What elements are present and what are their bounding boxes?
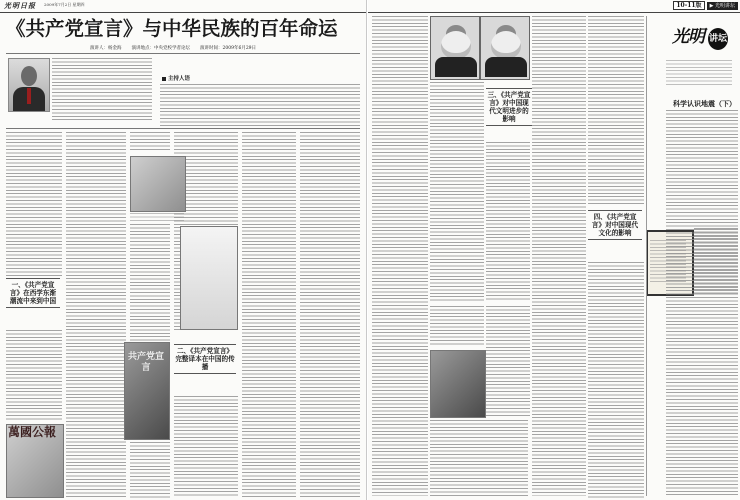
top-bar <box>0 0 366 13</box>
speaker-bio-text <box>52 58 152 122</box>
byline <box>90 45 360 51</box>
body-column <box>6 132 62 276</box>
body-column <box>66 132 126 498</box>
book-cover-title: 共产党宣言 <box>128 352 165 373</box>
right-page <box>368 0 740 500</box>
body-column <box>430 82 484 302</box>
manifesto-edition-photo <box>180 226 238 330</box>
section-subhead: 三、《共产党宣言》对中国现代文明进步的影响 <box>486 88 532 126</box>
historical-figure-photo <box>430 350 486 418</box>
body-column <box>174 396 238 498</box>
body-column <box>130 132 170 152</box>
body-column <box>666 110 738 496</box>
body-column <box>486 142 530 302</box>
host-intro-text <box>160 84 360 126</box>
byline-affiliation: 演讲地点：中央党校学者论坛 <box>131 46 190 51</box>
byline-time: 演讲时间：2009年6月29日 <box>200 46 257 51</box>
old-book-cover-text: 萬國公報 <box>8 425 57 439</box>
body-column <box>242 132 296 498</box>
page-number: 10-11版 <box>673 1 704 10</box>
lecture-logo-text: 光明 <box>672 27 704 47</box>
article-headline: 《共产党宣言》与中华民族的百年命运 <box>6 17 338 40</box>
section-subhead: 一、《共产党宣言》在西学东渐潮流中来到中国 <box>6 278 60 308</box>
byline-speaker: 演讲人：杨金海 <box>90 46 122 51</box>
divider <box>6 53 360 54</box>
page-number-box <box>673 1 738 10</box>
lecture-title: 科学认识地震（下） <box>673 99 736 108</box>
body-column <box>486 306 530 416</box>
body-column <box>372 16 428 496</box>
body-column <box>130 442 170 498</box>
speaker-portrait <box>8 58 50 112</box>
left-page <box>0 0 367 500</box>
top-bar <box>368 0 740 13</box>
dateline: 2009年7月2日 星期四 <box>44 2 85 7</box>
section-subhead: 二、《共产党宣言》完整译本在中国的传播 <box>174 344 236 374</box>
body-column <box>300 132 360 498</box>
body-column <box>6 330 62 420</box>
host-intro-label: 主持人语 <box>162 74 190 82</box>
section-subhead: 四、《共产党宣言》对中国现代文化的影响 <box>588 210 642 240</box>
body-column <box>130 224 170 344</box>
body-column <box>430 420 528 496</box>
body-column <box>430 306 484 346</box>
historical-photo <box>130 156 186 212</box>
marx-portrait <box>430 16 480 80</box>
body-column <box>532 16 586 496</box>
engels-portrait <box>480 16 530 80</box>
body-column <box>588 262 644 498</box>
masthead-logo: 光明日报 <box>4 1 36 10</box>
photo-caption <box>130 213 184 221</box>
body-column <box>588 16 644 206</box>
lecture-logo <box>668 18 734 58</box>
lecture-logo-mark: 讲坛 <box>708 28 728 50</box>
body-column <box>694 228 738 294</box>
divider <box>6 128 360 129</box>
lecture-info <box>666 60 732 86</box>
section-tab: ▶ 光明讲坛 <box>707 2 738 10</box>
